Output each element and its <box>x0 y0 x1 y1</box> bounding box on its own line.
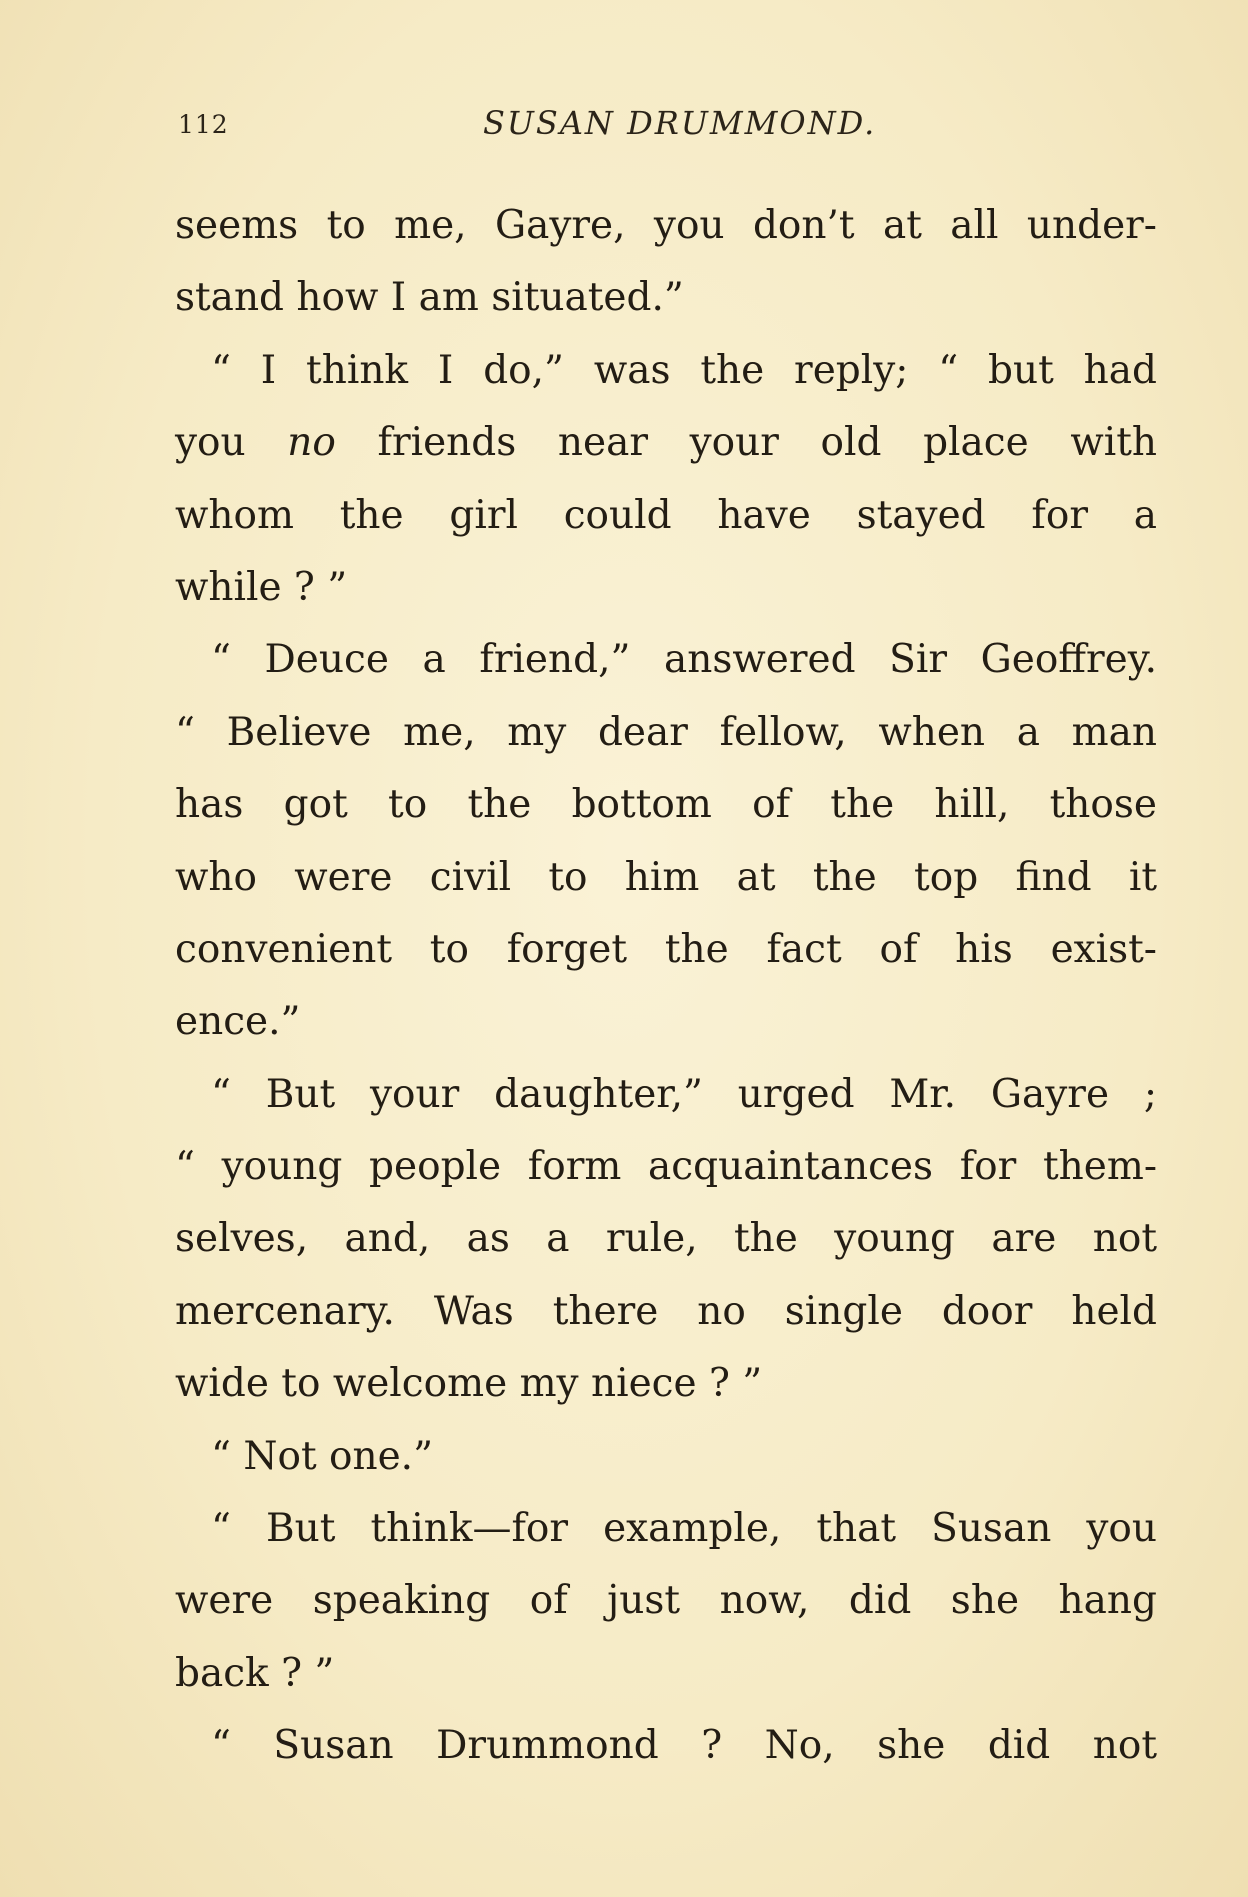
text-line: back ? ” <box>175 1650 335 1696</box>
text-span: you <box>175 420 246 466</box>
text-line: were speaking of just now, did she hang <box>175 1578 1157 1624</box>
text-line: stand how I am situated.” <box>175 275 684 321</box>
page-number: 112 <box>178 110 229 139</box>
text-line: whom the girl could have stayed for a <box>175 492 1157 538</box>
text-line: convenient to forget the fact of his exist- <box>175 926 1157 972</box>
text-line: while ? ” <box>175 564 348 610</box>
text-line: seems to me, Gayre, you don’t at all under- <box>175 203 1157 248</box>
text-line: “ Believe me, my dear fellow, when a man <box>175 709 1157 755</box>
text-line: wide to welcome my niece ? ” <box>175 1361 763 1407</box>
text-line: “ Not one.” <box>211 1433 434 1479</box>
text-line: who were civil to him at the top find it <box>175 854 1157 900</box>
text-line: ence.” <box>175 999 301 1045</box>
text-line: “ I think I do,” was the reply; “ but had <box>211 347 1157 393</box>
text-line: “ But think—for example, that Susan you <box>211 1506 1157 1552</box>
text-line: has got to the bottom of the hill, those <box>175 782 1157 828</box>
text-line-with-emphasis <box>175 407 1157 479</box>
text-span: friends near your old place with <box>377 420 1157 466</box>
text-line: “ But your daughter,” urged Mr. Gayre ; <box>211 1071 1157 1117</box>
body-text <box>175 190 1157 1783</box>
running-title: SUSAN DRUMMOND. <box>483 104 877 142</box>
text-line: “ Susan Drummond ? No, she did not <box>211 1723 1157 1769</box>
text-line: “ Deuce a friend,” answered Sir Geoffrey. <box>211 637 1157 683</box>
text-line: mercenary. Was there no single door held <box>175 1288 1157 1334</box>
text-line: selves, and, as a rule, the young are not <box>175 1216 1157 1262</box>
text-line: “ young people form acquaintances for them- <box>175 1144 1157 1190</box>
running-head <box>178 100 1138 148</box>
emphasized-word: no <box>287 420 336 466</box>
